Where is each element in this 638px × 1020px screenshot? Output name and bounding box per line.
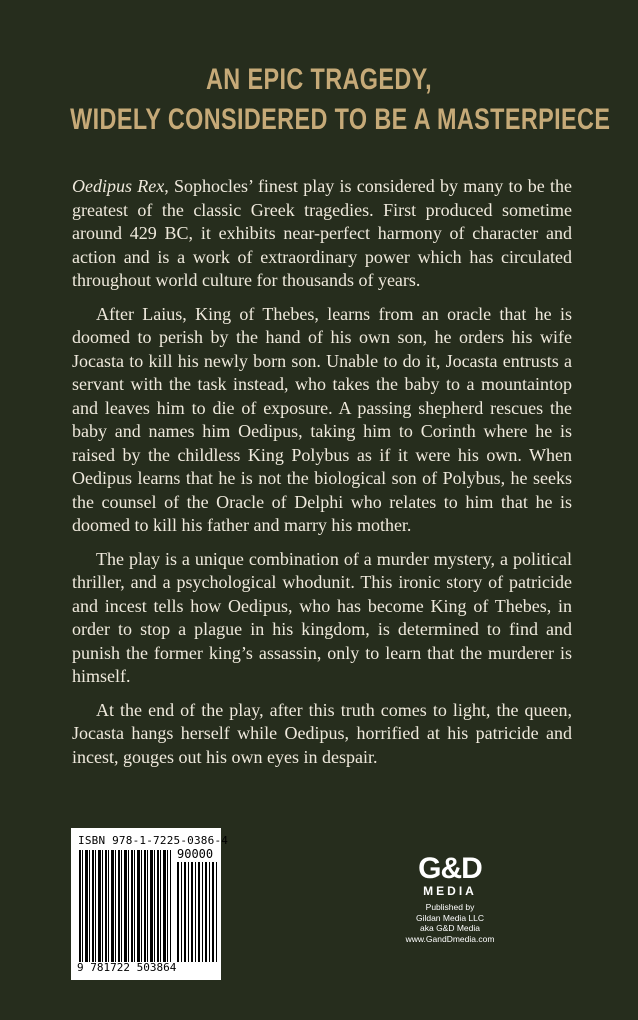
headline-line-2: WIDELY CONSIDERED TO BE A MASTERPIECE [70,103,611,136]
isbn-label: ISBN 978-1-7225-0386-4 [78,834,229,847]
barcode-addon-bars [177,862,217,962]
publisher-block [398,854,502,944]
synopsis [72,175,572,779]
publisher-logo: G&D [418,852,482,885]
paragraph-4: At the end of the play, after this truth comes to light, the queen, Jocasta hangs herself while Oedipus, horrified at his patricide and incest, gouges out his own eyes in despair. [72,699,572,767]
paragraph-3: The play is a unique combination of a murder mystery, a political thriller, and a psychological whodunit. This ironic story of patricide and incest tells how Oedipus, who has become King of Thebes, in order to stop a plague in his kingdom, is determined to find and punish the former king’s assassin, only to learn that the murderer is himself. [72,548,572,686]
paragraph-2: After Laius, King of Thebes, learns from an oracle that he is doomed to perish by the hand of his own son, he orders his wife Jocasta to kill his newly born son. Unable to do it, Jocasta entrusts a servant with the task instead, who takes the baby to a mountaintop and leaves him to die of exposure. A passing shepherd rescues the baby and names him Oedipus, taking him to Corinth where he is raised by the childless King Polybus as if it were his own. When Oedipus learns that he is not the biological son of Polybus, he seeks the counsel of the Oracle of Delphi who relates to him that he is doomed to kill his father and marry his mother. [72,303,572,535]
book-title: Oedipus Rex [72,176,165,196]
paragraph-1-text: , Sophocles’ finest play is considered by many to be the greatest of the classic Greek tragedies. First produced sometime around 429 BC, it exhibits near-perfect harmony of character and action and is a work of extraordinary power which has circulated throughout world culture for thousands of years. [72,176,573,290]
barcode-bars [79,850,171,962]
published-by: Published by [425,902,475,912]
publisher-aka: aka G&D Media [420,923,480,933]
publisher-logo-sub: MEDIA [423,884,477,898]
publisher-url: www.GandDmedia.com [405,933,495,944]
barcode-digits: 9 781722 503864 [77,961,177,974]
isbn-barcode [71,828,229,980]
barcode-addon-label: 90000 [177,847,214,861]
publisher-name: Gildan Media LLC [415,912,485,923]
paragraph-1 [72,175,572,293]
headline-line-1: AN EPIC TRAGEDY, [206,63,432,96]
headline [70,60,611,140]
